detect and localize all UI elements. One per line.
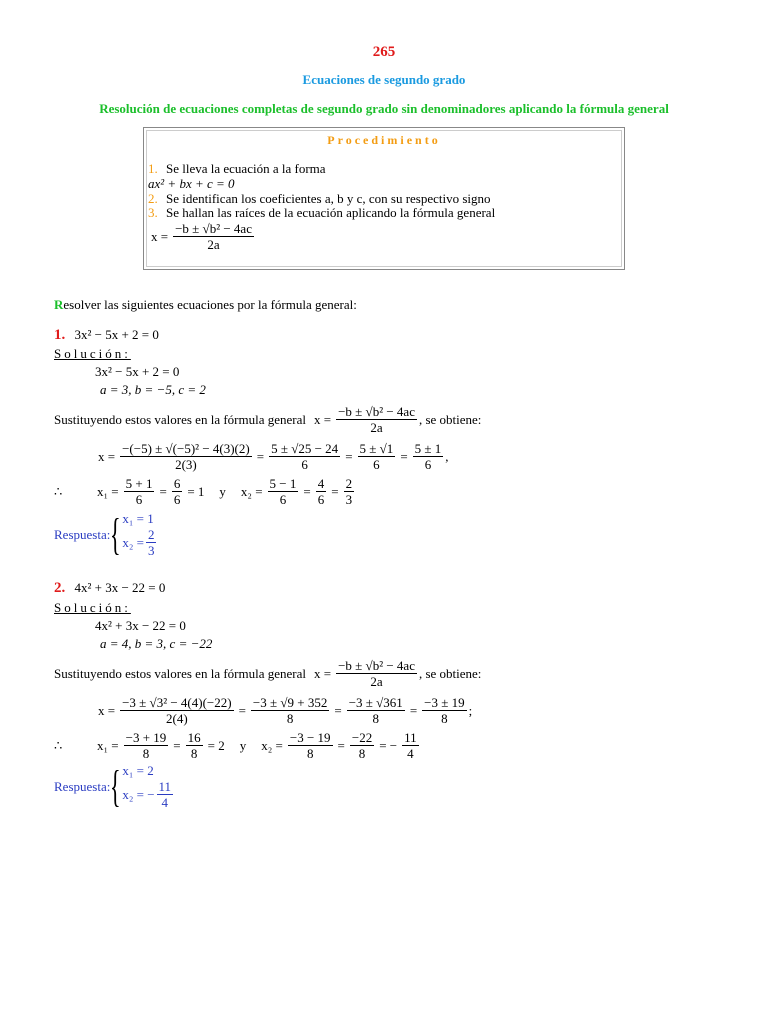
page-subtitle: Resolución de ecuaciones completas de segundo grado sin denominadores aplicando la fórmula general <box>99 101 669 116</box>
therefore-symbol: ∴ <box>54 483 63 499</box>
denominator: 2(4) <box>166 711 188 726</box>
x2-fraction <box>316 476 327 507</box>
procedure-title: Procedimiento <box>327 133 441 147</box>
intro-first-letter: R <box>54 297 64 312</box>
denominator: 3 <box>147 543 155 558</box>
step-text: Se hallan las raíces de la ecuación aplicando la fórmula general <box>166 205 496 220</box>
numerator: −22 <box>351 730 373 745</box>
numerator: 11 <box>158 779 172 794</box>
equals: = <box>337 737 345 753</box>
step-fraction <box>251 695 329 726</box>
formula-lhs: x = <box>314 665 332 681</box>
numerator: 6 <box>173 476 181 491</box>
numerator: 5 + 1 <box>125 476 153 491</box>
formula-fraction <box>336 404 417 435</box>
se-obtiene-text: , se obtiene: <box>418 665 482 681</box>
answer-x2-label: x₂ = − <box>122 786 155 802</box>
numerator: 5 ± √25 − 24 <box>271 441 339 456</box>
intro-text <box>54 297 357 313</box>
respuesta-label: Respuesta: <box>54 526 111 542</box>
denominator: 8 <box>372 711 379 726</box>
formula-numerator: −b ± √b² − 4ac <box>338 658 415 673</box>
brace-icon: { <box>110 761 121 811</box>
numerator: −(−5) ± √(−5)² − 4(3)(2) <box>122 441 250 456</box>
intro-rest: esolver las siguientes ecuaciones por la fórmula general: <box>63 297 357 312</box>
x1-label: x₁ = <box>97 483 119 499</box>
coefficients: a = 3, b = −5, c = 2 <box>100 382 206 397</box>
x2-fraction <box>288 730 333 761</box>
numerator: 4 <box>317 476 325 491</box>
solution-label: Solución: <box>54 346 131 361</box>
procedure-step-1 <box>148 161 326 177</box>
equals: = <box>159 483 167 499</box>
roots-line <box>54 730 421 761</box>
formula-numerator: −b ± √b² − 4ac <box>175 221 252 236</box>
brace-icon: { <box>110 509 121 559</box>
step-number: 1. <box>148 161 158 176</box>
problem-number: 2. <box>54 580 66 596</box>
substitution-line <box>54 658 481 689</box>
answer-x2 <box>122 527 158 558</box>
standard-form: ax² + bx + c = 0 <box>148 176 235 191</box>
denominator: 8 <box>306 746 314 761</box>
se-obtiene-text: , se obtiene: <box>418 411 482 427</box>
formula-fraction <box>336 658 417 689</box>
substitution-steps <box>95 695 472 726</box>
formula-lhs: x = <box>314 411 332 427</box>
comma: , <box>445 448 449 464</box>
equals: = <box>331 483 339 499</box>
y-connector: y <box>219 483 226 499</box>
numerator: −3 ± √9 + 352 <box>252 695 328 710</box>
numerator: 2 <box>345 476 353 491</box>
y-connector: y <box>239 737 247 753</box>
answer-values <box>122 511 158 558</box>
x1-fraction <box>124 476 155 507</box>
x1-fraction <box>186 730 203 761</box>
substitution-line <box>54 404 481 435</box>
substitution-text: Sustituyendo estos valores en la fórmula general <box>54 411 306 427</box>
formula-denominator: 2a <box>370 674 383 689</box>
semicolon: ; <box>468 702 473 718</box>
lhs: x = <box>98 448 116 464</box>
x2-fraction <box>402 730 419 761</box>
step-fraction <box>422 695 466 726</box>
therefore-symbol: ∴ <box>54 737 63 753</box>
x1-value: = 1 <box>187 483 205 499</box>
step-text: Se identifican los coeficientes a, b y c, con su respectivo signo <box>166 191 491 206</box>
answer-x1: x₁ = 2 <box>122 763 154 778</box>
denominator: 2(3) <box>175 457 197 472</box>
answer-x2-fraction <box>146 527 157 558</box>
problem-number: 1. <box>54 327 66 343</box>
equals: = <box>409 702 418 718</box>
equals: = <box>238 702 246 718</box>
equals: = <box>345 448 353 464</box>
denominator: 3 <box>345 492 353 507</box>
answer-x2-fraction <box>157 779 174 810</box>
page-number: 265 <box>372 44 396 60</box>
denominator: 8 <box>190 746 198 761</box>
substitution-text: Sustituyendo estos valores en la fórmula general <box>54 665 306 681</box>
denominator: 8 <box>286 711 294 726</box>
step-fraction <box>413 441 444 472</box>
answer-values <box>122 763 175 810</box>
denominator: 4 <box>161 795 169 810</box>
roots-line <box>54 476 356 507</box>
numerator: −3 ± √361 <box>348 695 403 710</box>
denominator: 8 <box>358 746 366 761</box>
answer-x2 <box>122 779 175 810</box>
x1-fraction <box>124 730 169 761</box>
numerator: 16 <box>187 730 201 745</box>
numerator: 5 ± √1 <box>359 441 394 456</box>
numerator: −3 ± 19 <box>424 695 465 710</box>
x1-value: = 2 <box>207 737 225 753</box>
formula-numerator: −b ± √b² − 4ac <box>338 404 415 419</box>
denominator: 4 <box>407 746 414 761</box>
x2-label: x₂ = <box>261 737 283 753</box>
denominator: 6 <box>424 457 432 472</box>
x2-label: x₂ = <box>240 483 263 499</box>
step-number: 3. <box>148 205 158 220</box>
respuesta-label: Respuesta: <box>54 778 111 794</box>
numerator: −3 ± √3² − 4(4)(−22) <box>122 695 232 710</box>
step-fraction <box>120 695 233 726</box>
denominator: 8 <box>142 746 150 761</box>
x2-fraction <box>344 476 355 507</box>
step-fraction <box>269 441 340 472</box>
substitution-steps <box>95 441 449 472</box>
formula-denominator: 2a <box>370 420 383 435</box>
x2-fraction <box>268 476 299 507</box>
coefficients: a = 4, b = 3, c = −22 <box>100 636 213 651</box>
denominator: 6 <box>279 492 287 507</box>
problem-1-header <box>54 327 159 344</box>
numerator: −3 − 19 <box>289 730 331 745</box>
equals: = <box>256 448 265 464</box>
denominator: 6 <box>173 492 181 507</box>
formula-lhs: x = <box>151 228 169 244</box>
problem-equation: 4x² + 3x − 22 = 0 <box>74 580 166 595</box>
restated-equation: 4x² + 3x − 22 = 0 <box>95 618 186 633</box>
step-fraction <box>358 441 396 472</box>
answer-block <box>54 511 158 558</box>
equals: = <box>400 448 408 464</box>
procedure-step-3 <box>148 205 495 221</box>
lhs: x = <box>98 702 116 718</box>
numerator: 5 − 1 <box>269 476 297 491</box>
numerator: 11 <box>404 730 417 745</box>
problem-equation: 3x² − 5x + 2 = 0 <box>74 327 159 342</box>
answer-block <box>54 763 175 810</box>
step-fraction <box>120 441 252 472</box>
denominator: 6 <box>135 492 143 507</box>
denominator: 6 <box>317 492 325 507</box>
numerator: −3 + 19 <box>125 730 167 745</box>
denominator: 8 <box>441 711 448 726</box>
solution-label: Solución: <box>54 600 131 615</box>
restated-equation: 3x² − 5x + 2 = 0 <box>95 364 180 379</box>
numerator: 2 <box>147 527 155 542</box>
formula-denominator: 2a <box>207 237 220 252</box>
problem-2-header <box>54 580 165 597</box>
x1-fraction <box>172 476 183 507</box>
step-text: Se lleva la ecuación a la forma <box>166 161 326 176</box>
x2-sign: = − <box>379 737 398 753</box>
x2-fraction <box>350 730 374 761</box>
general-formula <box>148 221 256 252</box>
formula-fraction <box>173 221 254 252</box>
equals: = <box>334 702 342 718</box>
denominator: 6 <box>373 457 380 472</box>
denominator: 6 <box>301 457 308 472</box>
equals: = <box>173 737 181 753</box>
answer-x2-label: x₂ = <box>122 534 144 550</box>
equals: = <box>303 483 311 499</box>
numerator: 5 ± 1 <box>414 441 442 456</box>
x1-label: x₁ = <box>97 737 119 753</box>
page-title: Ecuaciones de segundo grado <box>302 72 466 87</box>
step-number: 2. <box>148 191 158 206</box>
answer-x1: x₁ = 1 <box>122 511 154 526</box>
step-fraction <box>347 695 405 726</box>
